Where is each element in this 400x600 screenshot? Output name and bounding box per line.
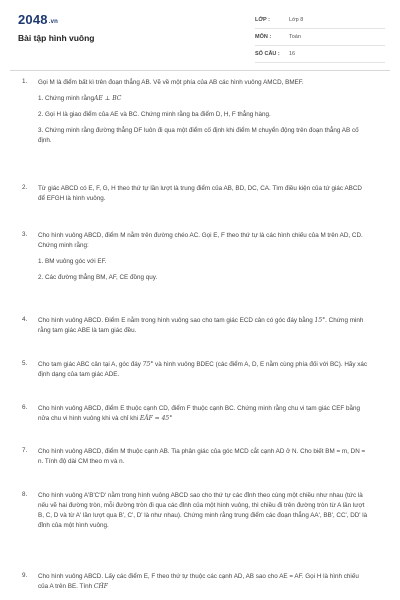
question-number: 1. (22, 78, 28, 85)
question-body (38, 78, 368, 146)
question-number: 6. (22, 404, 28, 411)
logo-tld: .vn (48, 19, 59, 25)
question-text-part: và hình vuông BDEC (các điểm A, D, E nằm cùng phía đối với BC). Hãy xác định dạng của tam giác ADE. (38, 361, 368, 378)
question-number: 2. (22, 184, 28, 191)
question-body (38, 447, 368, 467)
question-text-part: Cho tam giác ABC cân tại A, góc đáy (38, 361, 143, 368)
sub-question-text: 1. Chứng minh rằng (38, 95, 95, 102)
math-expression: 15° (314, 317, 326, 324)
meta-label: LỚP : (255, 17, 270, 23)
math-expression: CĤF (93, 583, 108, 590)
meta-label: MÔN : (255, 34, 272, 40)
question-body (38, 491, 368, 531)
question-text-part: . Chứng minh rằng tam giác ABE là tam giác đều. (38, 317, 364, 334)
question-number: 9. (22, 572, 28, 579)
question-text: Từ giác ABCD có E, F, G, H theo thứ tự lần lượt là trung điểm của AB, BD, DC, CA. Tìm điều kiện của tứ giác ABCD để EFGH là hình vuông. (38, 185, 362, 202)
meta-value: 16 (289, 51, 296, 57)
sub-question (38, 94, 368, 104)
question-text-part: Cho hình vuông ABCD. Lấy các điểm E, F theo thứ tự thuộc các cạnh AD, AB sao cho AE = AF. Gọi H là hình chiếu của A trên BE. Tính (38, 573, 359, 590)
meta-value: Lớp 8 (289, 17, 304, 23)
meta-row-subject (255, 32, 385, 46)
question-number: 4. (22, 316, 28, 323)
question-text: Gọi M là điểm bất kì trên đoạn thẳng AB. Vẽ về một phía của AB các hình vuông AMCD, BMEF. (38, 79, 304, 86)
site-logo[interactable] (18, 12, 58, 27)
sub-question: 2. Các đường thẳng BM, AF, CE đồng quy. (38, 274, 158, 281)
question-text-part: Cho hình vuông ABCD. Điểm E nằm trong hình vuông sao cho tam giác ECD cân có góc đáy bằng (38, 317, 315, 324)
logo-text: 2048 (18, 12, 48, 27)
question-number: 7. (22, 447, 28, 454)
math-expression: EÂF = 45° (139, 415, 173, 422)
question-text (38, 360, 368, 380)
question-body (38, 572, 368, 592)
question-body (38, 316, 368, 336)
page-title: Bài tập hình vuông (18, 33, 95, 43)
question-number: 3. (22, 231, 28, 238)
question-number: 8. (22, 491, 28, 498)
question-text (38, 572, 368, 592)
sub-question: 1. BM vuông góc với EF. (38, 258, 107, 265)
question-body (38, 184, 368, 204)
question-text: Cho hình vuông A'B'C'D' nằm trong hình vuông ABCD sao cho thứ tự các đỉnh theo cùng một chiều như nhau (tức là nếu vẽ hai đường tròn, mỗi đường tròn đi qua các đỉnh của một hình vuông, thì chiều đi trên đường tròn từ A lần lượt B, C, D và từ A' lần lượt qua B', C', D' là như nhau). Chứng minh rằng trung điểm các đoạn thẳng AA', BB', CC', DD' là đỉnh của một hình vuông. (38, 492, 368, 529)
question-number: 5. (22, 360, 28, 367)
meta-row-count (255, 49, 385, 63)
question-body (38, 404, 368, 424)
sub-question: 2. Gọi H là giao điểm của AE và BC. Chứng minh rằng ba điểm D, H, F thẳng hàng. (38, 111, 271, 118)
header-divider (10, 70, 390, 71)
meta-value: Toán (289, 34, 301, 40)
question-text: Cho hình vuông ABCD, điểm M thuộc cạnh AB. Tia phân giác của góc MCD cắt cạnh AD ở N. Cho biết BM = m, DN = n. Tính độ dài CM theo m và n. (38, 448, 366, 465)
question-body (38, 231, 368, 283)
sub-question: 3. Chứng minh rằng đường thẳng DF luôn đi qua một điểm cố định khi điểm M chuyển động trên đoạn thẳng AB cố định. (38, 127, 359, 144)
question-text (38, 404, 368, 424)
question-text-part: Cho hình vuông ABCD, điểm E thuộc cạnh CD, điểm F thuộc cạnh BC. Chứng minh rằng chu vi tam giác CEF bằng nửa chu vi hình vuông khi và chỉ khi (38, 405, 361, 422)
meta-label: SỐ CÂU : (255, 51, 280, 57)
question-text (38, 316, 368, 336)
meta-row-grade (255, 15, 385, 29)
math-expression: 75° (142, 361, 154, 368)
question-body (38, 360, 368, 380)
meta-info (255, 15, 385, 66)
worksheet-header (0, 0, 400, 64)
math-expression: AE ⊥ BC (94, 95, 122, 102)
question-text: Cho hình vuông ABCD, điểm M nằm trên đường chéo AC. Gọi E, F theo thứ tự là các hình chiếu của M trên AD, CD. Chứng minh rằng: (38, 232, 363, 249)
